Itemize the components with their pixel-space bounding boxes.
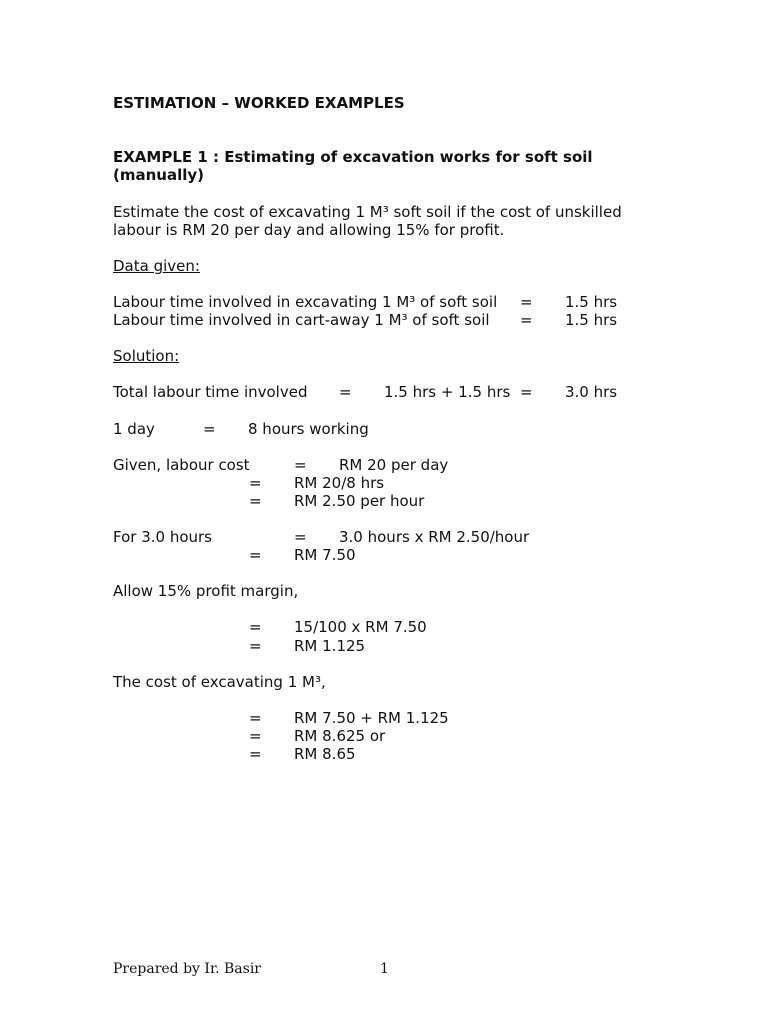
equals-sign: = [249,492,262,510]
labour-cost-step: RM 2.50 per hour [294,492,425,510]
equals-sign: = [520,311,533,329]
cost-step: RM 8.625 or [294,727,386,745]
total-labour-expression: 1.5 hrs + 1.5 hrs [384,383,511,401]
for-hours-label: For 3.0 hours [113,528,213,546]
equals-sign: = [249,709,262,727]
example-heading-line1: EXAMPLE 1 : Estimating of excavation works for soft soil [113,148,593,166]
day-value: 8 hours working [248,420,369,438]
cost-heading: The cost of excavating 1 M³, [113,673,326,691]
example-heading-line2: (manually) [113,166,205,184]
equals-sign: = [249,745,262,763]
cost-step: RM 7.50 + RM 1.125 [294,709,449,727]
equals-sign: = [203,420,216,438]
data-row-label: Labour time involved in excavating 1 M³ of soft soil [113,293,498,311]
for-hours-value: 3.0 hours x RM 2.50/hour [339,528,530,546]
total-labour-result: 3.0 hrs [565,383,618,401]
equals-sign: = [249,474,262,492]
intro-line2: labour is RM 20 per day and allowing 15% for profit. [113,221,505,239]
equals-sign: = [339,383,352,401]
labour-cost-label: Given, labour cost [113,456,250,474]
data-row-label: Labour time involved in cart-away 1 M³ of soft soil [113,311,490,329]
profit-step: RM 1.125 [294,637,366,655]
profit-step: 15/100 x RM 7.50 [294,618,427,636]
equals-sign: = [249,637,262,655]
labour-cost-value: RM 20 per day [339,456,449,474]
equals-sign: = [294,456,307,474]
footer-page-number: 1 [380,961,389,977]
profit-heading: Allow 15% profit margin, [113,582,299,600]
equals-sign: = [520,293,533,311]
equals-sign: = [294,528,307,546]
equals-sign: = [520,383,533,401]
footer-prepared-by: Prepared by Ir. Basir [113,961,261,977]
equals-sign: = [249,546,262,564]
labour-cost-step: RM 20/8 hrs [294,474,385,492]
solution-heading: Solution: [113,347,180,365]
equals-sign: = [249,727,262,745]
total-labour-label: Total labour time involved [113,383,308,401]
intro-line1: Estimate the cost of excavating 1 M³ soft soil if the cost of unskilled [113,203,622,221]
data-row-value: 1.5 hrs [565,293,618,311]
equals-sign: = [249,618,262,636]
day-label: 1 day [113,420,155,438]
for-hours-step: RM 7.50 [294,546,356,564]
data-row-value: 1.5 hrs [565,311,618,329]
data-given-heading: Data given: [113,257,200,275]
page-title: ESTIMATION – WORKED EXAMPLES [113,94,405,112]
cost-step: RM 8.65 [294,745,356,763]
